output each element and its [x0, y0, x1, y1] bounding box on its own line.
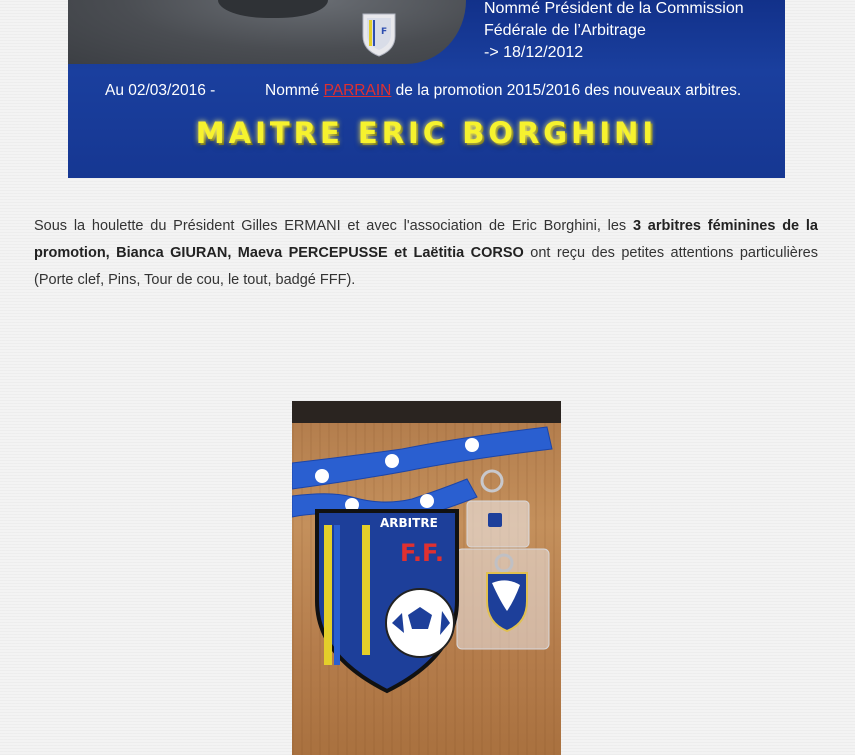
article-text-part2: ont reçu des petites attentions particulières (Porte clef, Pins, Tour de cou, le tout, badgé FFF).: [34, 245, 818, 288]
article-bold-names: 3 arbitres féminines de la promotion, Bianca GIURAN, Maeva PERCEPUSSE et Laëtitia CORSO: [34, 218, 818, 261]
nomination-date: Au 02/03/2016 -: [105, 82, 216, 99]
gifts-photo: [292, 401, 561, 755]
referee-patch-icon: [317, 511, 457, 691]
referee-crest-icon: [361, 12, 397, 58]
role-line-3: -> 18/12/2012: [484, 44, 584, 61]
svg-text:F: F: [381, 27, 388, 37]
portrait-collar: [218, 0, 328, 18]
article-text-part1: Sous la houlette du Président Gilles ERMANI et avec l'association de Eric Borghini, les: [34, 218, 633, 234]
role-line-1: Nommé Président de la Commission: [484, 0, 744, 17]
nomination-line: [105, 82, 741, 100]
nomination-after: de la promotion 2015/2016 des nouveaux arbitres.: [391, 82, 742, 99]
nomination-before: Nommé: [265, 82, 324, 99]
banner-name-title: MAITRE ERIC BORGHINI: [195, 116, 658, 150]
role-text: [484, 0, 784, 64]
portrait-photo: [68, 0, 466, 64]
article-paragraph: [34, 213, 818, 294]
header-banner: [68, 0, 785, 178]
gifts-illustration: [292, 401, 561, 755]
patch-text-arbitre: ARBITRE: [380, 516, 438, 530]
role-line-2: Fédérale de l’Arbitrage: [484, 22, 646, 39]
parrain-link[interactable]: PARRAIN: [323, 82, 392, 99]
patch-text-fff: F.F.: [400, 539, 444, 567]
